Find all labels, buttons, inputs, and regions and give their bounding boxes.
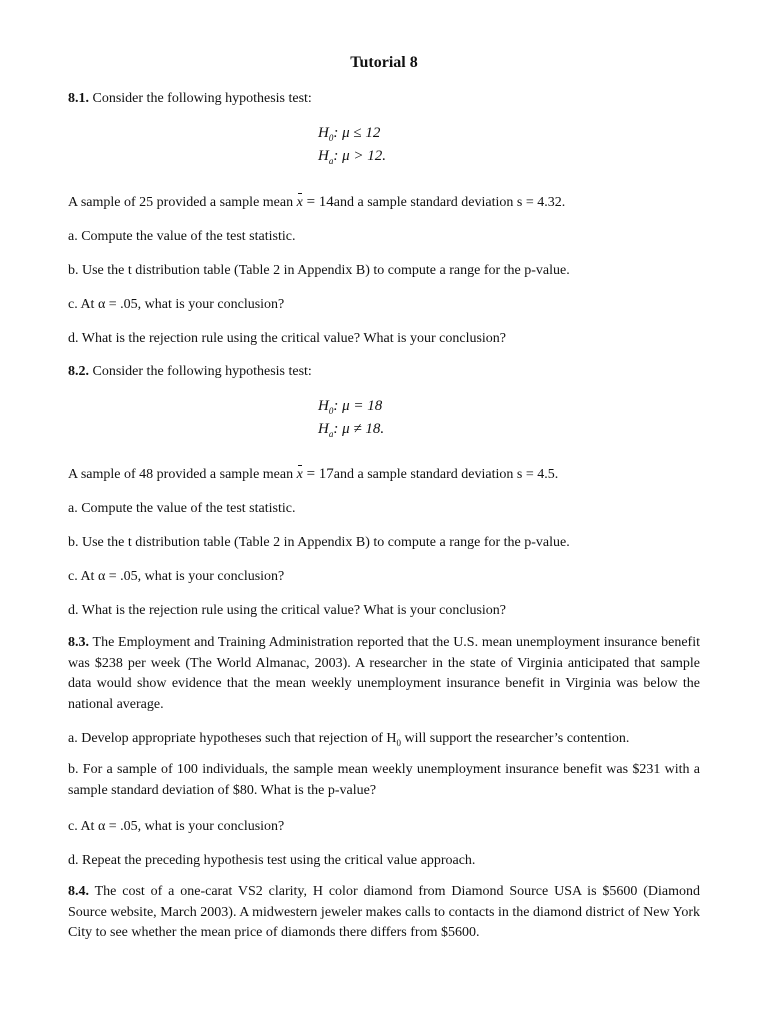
h-subscript: 0: [328, 406, 334, 416]
problem-8-2-intro: [68, 363, 700, 380]
h-subscript: 0: [328, 133, 334, 143]
sample-text: and a sample standard deviation s = 4.32.: [333, 195, 566, 210]
sample-text: A sample of 25 provided a sample mean: [68, 195, 297, 210]
alternative-hypothesis: [318, 145, 386, 173]
hypothesis-expression: : μ = 18: [333, 398, 383, 414]
part-text: will support the researcher’s contention.: [401, 731, 630, 746]
problem-number: 8.1.: [68, 91, 89, 106]
problem-8-3-part-a: [68, 730, 700, 752]
problem-text: Consider the following hypothesis test:: [89, 91, 312, 106]
h-symbol: H: [318, 421, 329, 437]
problem-8-1-intro: [68, 90, 700, 107]
problem-text: Consider the following hypothesis test:: [89, 364, 312, 379]
document-title: Tutorial 8: [350, 54, 418, 71]
problem-number: 8.2.: [68, 364, 89, 379]
problem-number: 8.4.: [68, 884, 89, 899]
problem-8-3-part-c: c. At α = .05, what is your conclusion?: [68, 819, 285, 834]
hypothesis-expression: : μ ≤ 12: [333, 125, 381, 141]
h-subscript: a: [328, 429, 334, 439]
problem-8-1-sample: [68, 194, 700, 211]
problem-8-1-part-b: b. Use the t distribution table (Table 2 in Appendix B) to compute a range for the p-value.: [68, 263, 570, 278]
problem-8-3-part-d: d. Repeat the preceding hypothesis test using the critical value approach.: [68, 853, 476, 868]
problem-8-2-sample: [68, 466, 700, 483]
problem-8-2-part-d: d. What is the rejection rule using the critical value? What is your conclusion?: [68, 603, 507, 618]
h-symbol: H: [318, 148, 329, 164]
problem-8-1-part-d: d. What is the rejection rule using the critical value? What is your conclusion?: [68, 331, 507, 346]
problem-8-2-part-c: c. At α = .05, what is your conclusion?: [68, 569, 285, 584]
problem-8-3-intro: [68, 633, 700, 716]
x-bar-symbol: x: [296, 195, 303, 210]
problem-8-2-part-a: a. Compute the value of the test statistic.: [68, 501, 296, 516]
part-text: a. Develop appropriate hypotheses such that rejection of H: [68, 731, 397, 746]
sample-text: and a sample standard deviation s = 4.5.: [333, 467, 559, 482]
hypothesis-expression: : μ > 12.: [333, 148, 386, 164]
h-subscript: a: [328, 156, 334, 166]
problem-8-3-part-b: b. For a sample of 100 individuals, the sample mean weekly unemployment insurance benefit was $231 with a sample standard deviation of $80. What is the p-value?: [68, 762, 700, 798]
alternative-hypothesis: [318, 418, 384, 446]
sample-mean-value: = 14: [302, 194, 334, 210]
h-symbol: H: [318, 398, 329, 414]
problem-8-4-intro: [68, 882, 700, 944]
sample-mean-value: = 17: [302, 466, 334, 482]
x-bar-symbol: x: [296, 467, 303, 482]
h-subscript: 0: [396, 737, 402, 748]
problem-number: 8.3.: [68, 635, 89, 650]
sample-text: A sample of 48 provided a sample mean: [68, 467, 297, 482]
problem-text: The Employment and Training Administration reported that the U.S. mean unemployment insurance benefit was $238 per week (The World Almanac, 2003). A researcher in the state of Virginia anticipated that sample data would show evidence that the mean weekly unemployment insurance benefit in Virginia was below the national average.: [68, 635, 700, 713]
problem-8-2-part-b: b. Use the t distribution table (Table 2 in Appendix B) to compute a range for the p-value.: [68, 535, 570, 550]
problem-8-1-part-c: c. At α = .05, what is your conclusion?: [68, 297, 285, 312]
problem-text: The cost of a one-carat VS2 clarity, H color diamond from Diamond Source USA is $5600 (Diamond Source website, March 2003). A midwestern jeweler makes calls to contacts in the diamond district of New York City to see whether the mean price of diamonds there differs from $5600.: [68, 884, 700, 941]
hypothesis-expression: : μ ≠ 18.: [333, 421, 385, 437]
h-symbol: H: [318, 125, 329, 141]
problem-8-1-part-a: a. Compute the value of the test statistic.: [68, 229, 296, 244]
